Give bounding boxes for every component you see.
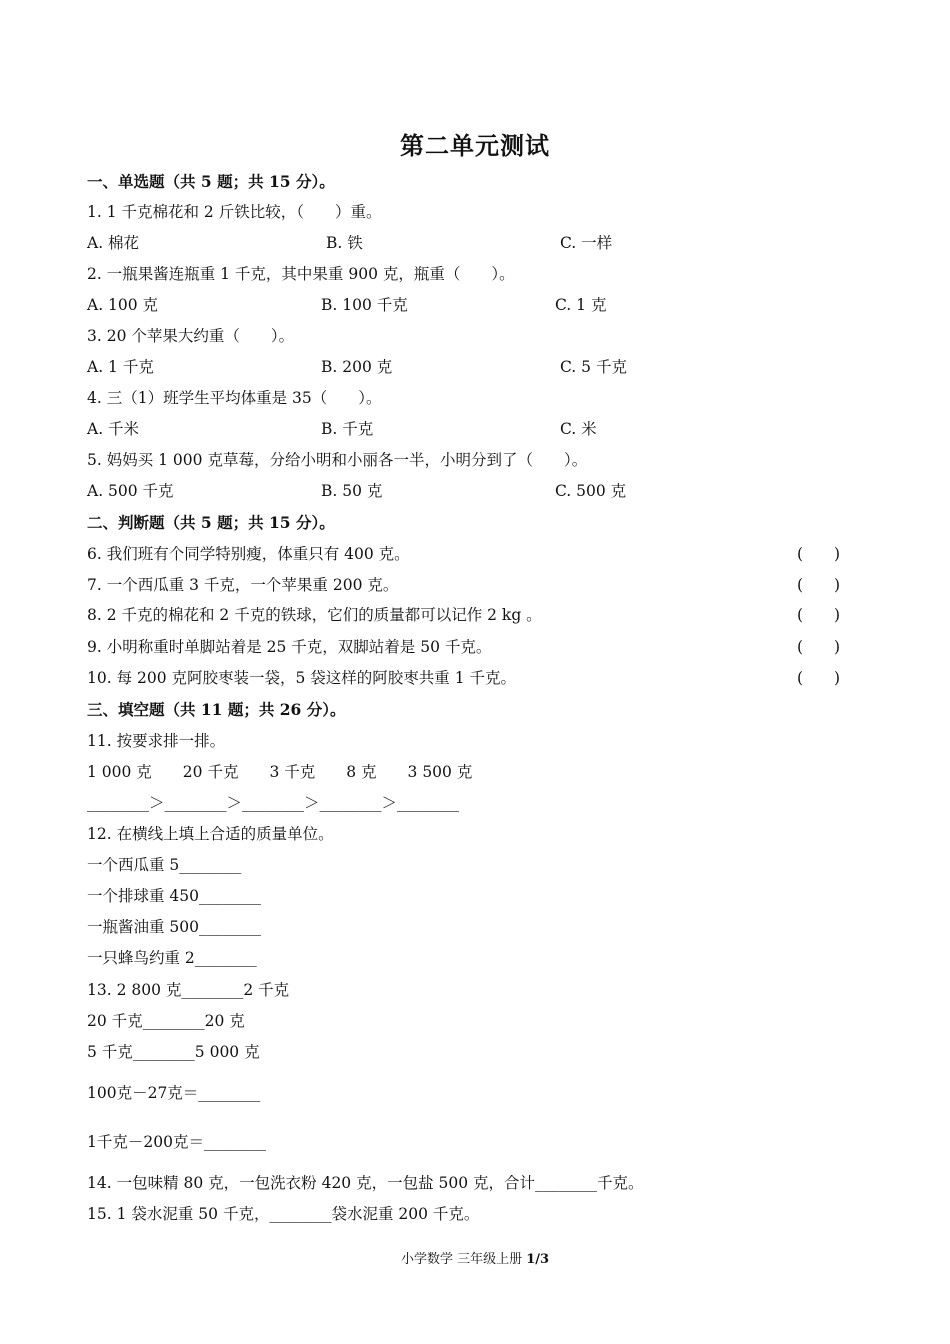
q1-option-a: A. 棉花 [87,234,140,252]
answer-paren-7: ( ) [797,576,841,594]
q2-option-c: C. 1 克 [555,296,607,314]
q2-option-b: B. 100 千克 [321,296,408,314]
q3-option-b: B. 200 克 [321,358,393,376]
q12-line-d: 一只蜂鸟约重 2________ [87,949,257,967]
q13-line-b: 20 千克________20 克 [87,1012,245,1030]
q4-option-b: B. 千克 [321,420,374,438]
answer-paren-9: ( ) [797,638,841,656]
q5-option-c: C. 500 克 [555,482,627,500]
q13-line-e: 1千克－200克＝________ [87,1133,266,1151]
question-14: 14. 一包味精 80 克，一包洗衣粉 420 克，一包盐 500 克，合计________千克。 [87,1174,644,1192]
question-9: 9. 小明称重时单脚站着是 25 千克，双脚站着是 50 千克。 [87,638,492,656]
footer-page-number: 1/3 [526,1252,550,1267]
q1-option-b: B. 铁 [326,234,363,252]
section-heading-fill-blank: 三、填空题（共 11 题；共 26 分）。 [87,700,346,719]
q4-option-c: C. 米 [560,420,597,438]
question-4: 4. 三（1）班学生平均体重是 35（ ）。 [87,389,382,407]
question-8: 8. 2 千克的棉花和 2 千克的铁球，它们的质量都可以记作 2 kg 。 [87,606,542,624]
q13-line-c: 5 千克________5 000 克 [87,1043,260,1061]
footer-subject: 小学数学 三年级上册 [400,1252,523,1267]
question-10: 10. 每 200 克阿胶枣装一袋，5 袋这样的阿胶枣共重 1 千克。 [87,669,517,687]
q5-option-a: A. 500 千克 [87,482,174,500]
question-2: 2. 一瓶果酱连瓶重 1 千克，其中果重 900 克，瓶重（ ）。 [87,265,515,283]
page-footer [0,1248,950,1267]
q2-option-a: A. 100 克 [87,296,159,314]
q11-blanks: ________＞________＞________＞________＞________ [87,794,460,812]
q12-line-c: 一瓶酱油重 500________ [87,918,262,936]
question-11: 11. 按要求排一排。 [87,732,226,750]
q3-option-a: A. 1 千克 [87,358,154,376]
question-12: 12. 在横线上填上合适的质量单位。 [87,825,334,843]
q11-items: 1 000 克 20 千克 3 千克 8 克 3 500 克 [87,763,473,781]
q12-line-a: 一个西瓜重 5________ [87,856,242,874]
section-heading-true-false: 二、判断题（共 5 题；共 15 分）。 [87,513,335,532]
answer-paren-8: ( ) [797,606,841,624]
question-5: 5. 妈妈买 1 000 克草莓，分给小明和小丽各一半，小明分到了（ ）。 [87,451,588,469]
page-title: 第二单元测试 [400,131,550,160]
question-15: 15. 1 袋水泥重 50 千克，________袋水泥重 200 千克。 [87,1205,480,1223]
q1-option-c: C. 一样 [560,234,613,252]
question-3: 3. 20 个苹果大约重（ ）。 [87,327,295,345]
q3-option-c: C. 5 千克 [560,358,627,376]
answer-paren-10: ( ) [797,669,841,687]
q5-option-b: B. 50 克 [321,482,383,500]
q4-option-a: A. 千米 [87,420,140,438]
question-1: 1. 1 千克棉花和 2 斤铁比较，（ ）重。 [87,203,382,221]
q12-line-b: 一个排球重 450________ [87,887,262,905]
question-6: 6. 我们班有个同学特别瘦，体重只有 400 克。 [87,545,410,563]
section-heading-single-choice: 一、单选题（共 5 题；共 15 分）。 [87,172,335,191]
q13-line-d: 100克－27克＝________ [87,1084,261,1102]
question-7: 7. 一个西瓜重 3 千克，一个苹果重 200 克。 [87,576,399,594]
answer-paren-6: ( ) [797,545,841,563]
question-13: 13. 2 800 克________2 千克 [87,981,290,999]
